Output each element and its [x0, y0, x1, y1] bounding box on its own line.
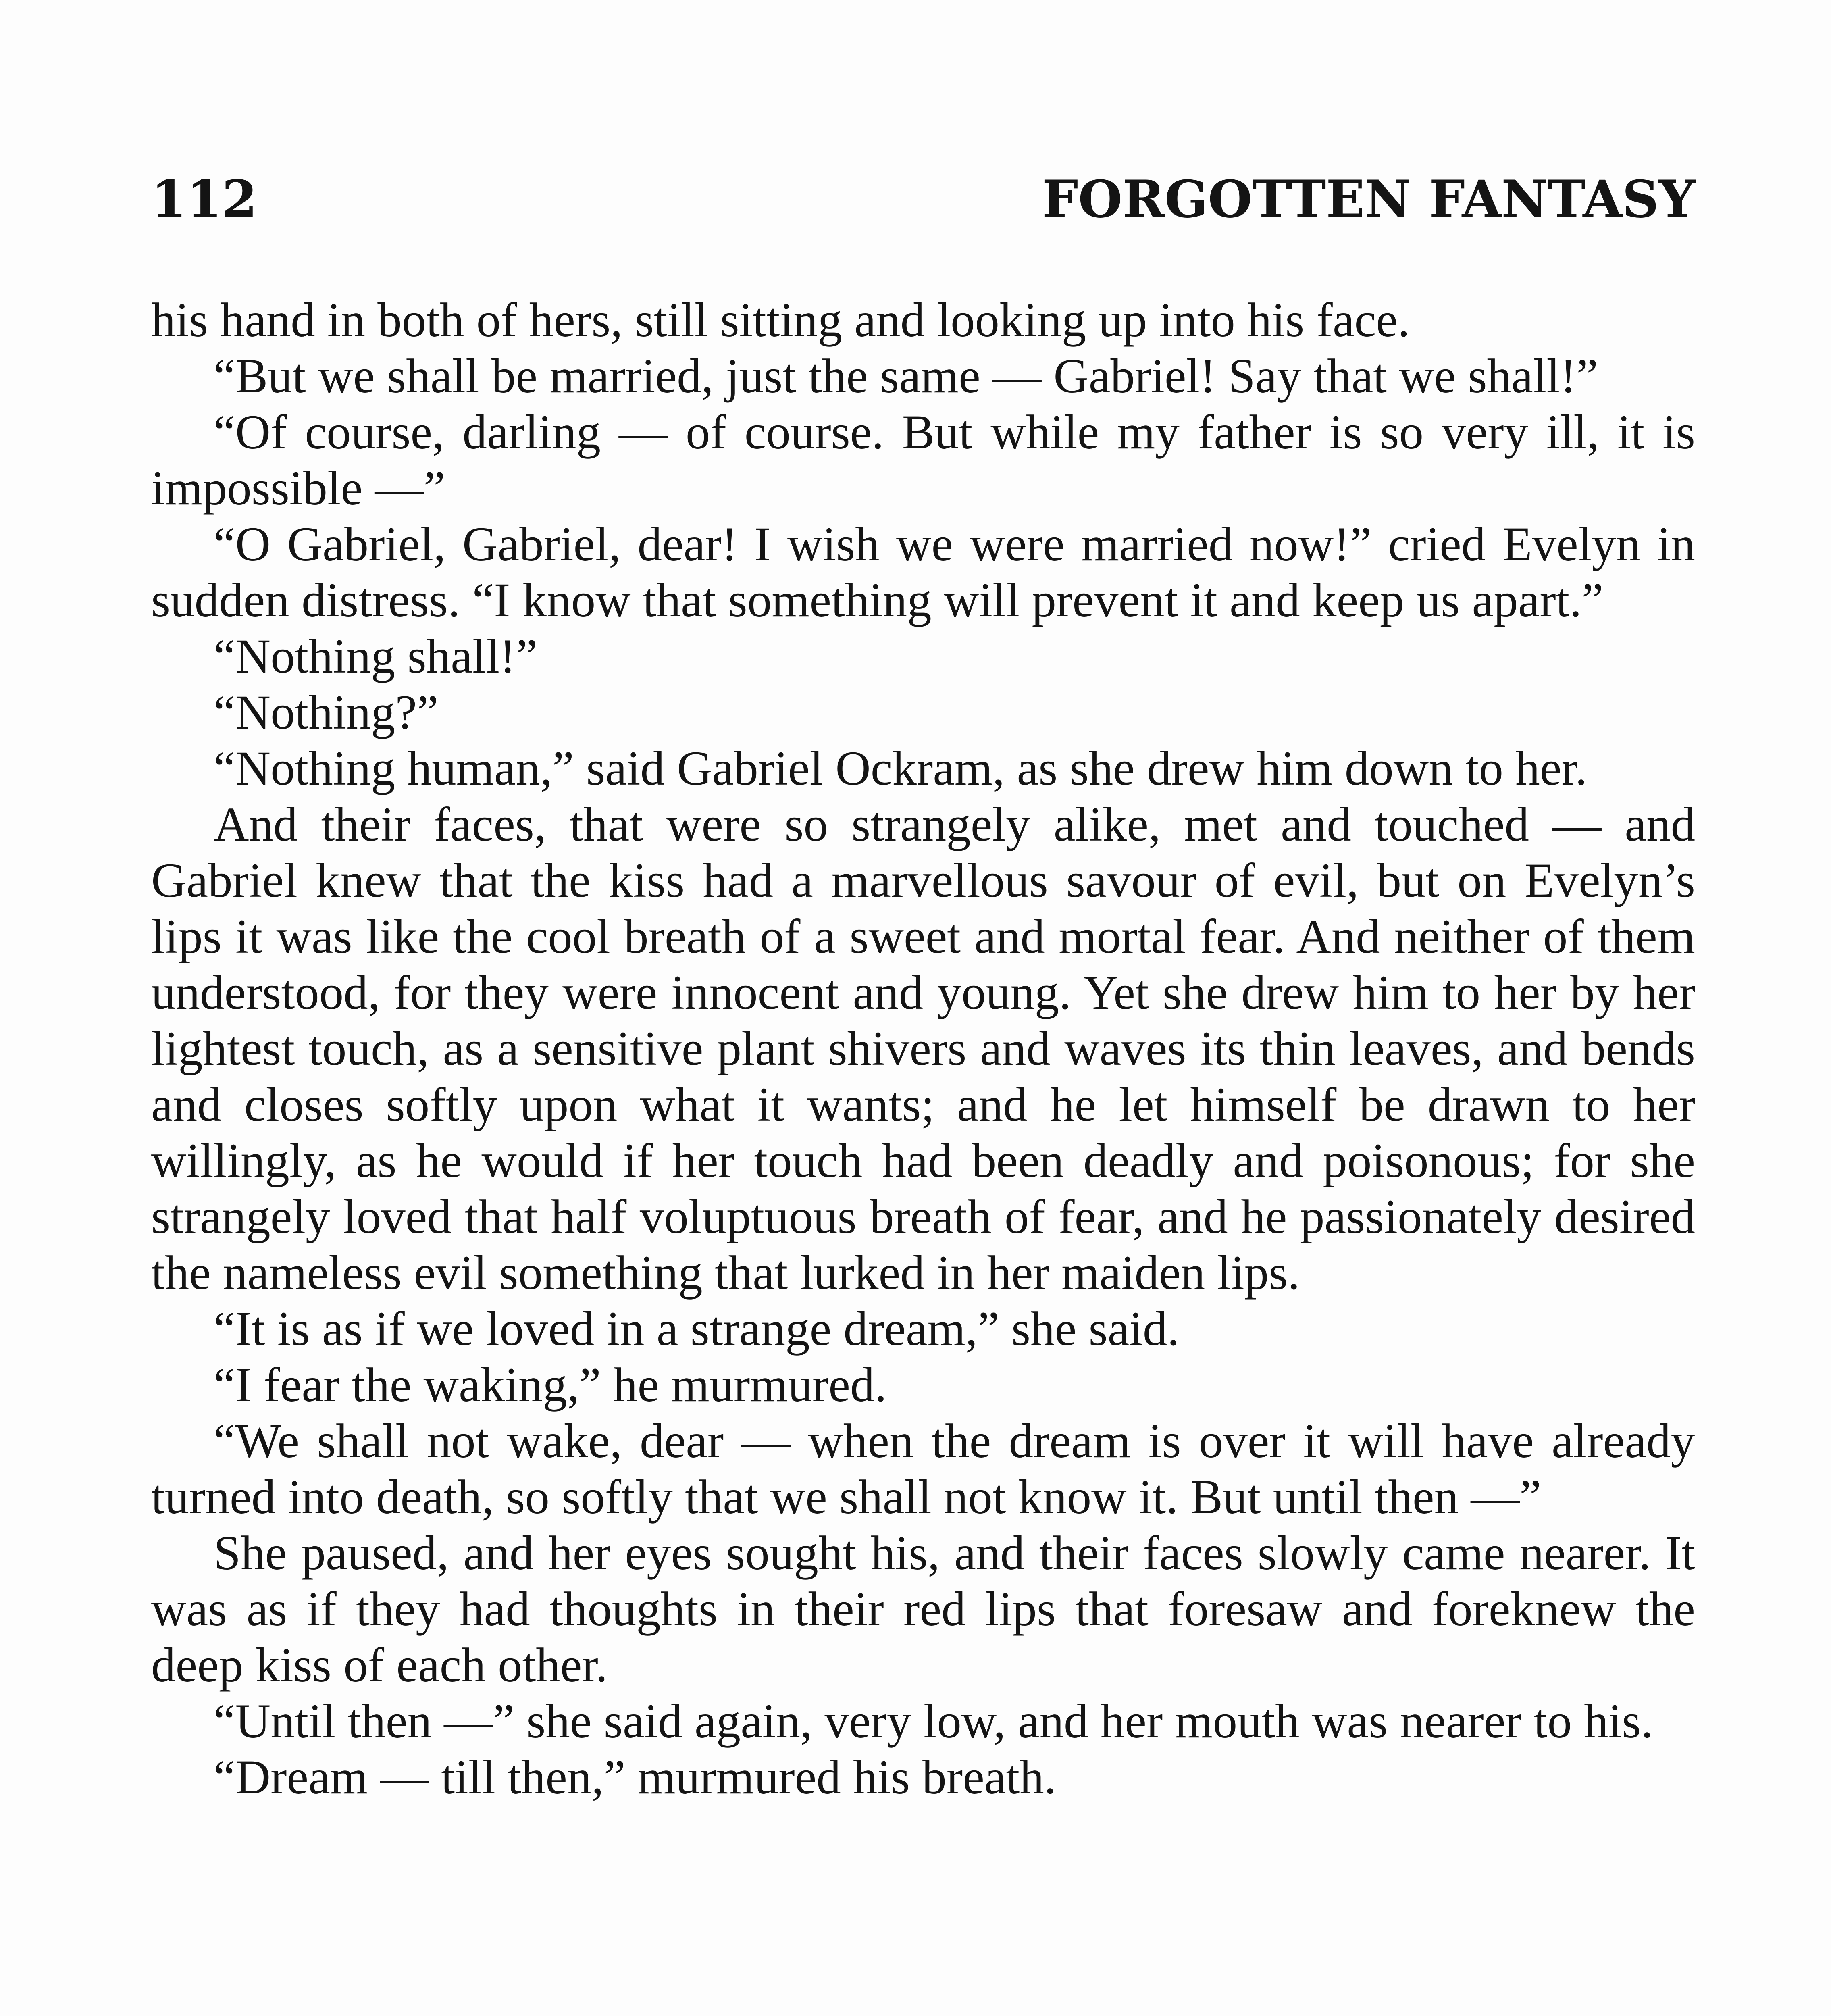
paragraph: “Dream — till then,” murmured his breath. [214, 1750, 1056, 1804]
paragraph: “Of course, darling — of course. But while my father is so very ill, it is impossible —” [151, 405, 1695, 515]
paragraph: “Nothing?” [214, 685, 439, 739]
body-text [151, 292, 1695, 1806]
paragraph: “Nothing human,” said Gabriel Ockram, as she drew him down to her. [214, 741, 1588, 796]
paragraph: his hand in both of hers, still sitting and looking up into his face. [151, 293, 1410, 347]
paragraph: She paused, and her eyes sought his, and their faces slowly came nearer. It was as if they had thoughts in their red lips that foresaw and foreknew the deep kiss of each other. [151, 1526, 1695, 1692]
paragraph: “I fear the waking,” he murmured. [214, 1358, 887, 1412]
paragraph: “Nothing shall!” [214, 629, 538, 683]
page-number: 112 [151, 169, 258, 229]
page-header [151, 169, 1695, 250]
paragraph: “We shall not wake, dear — when the dream is over it will have already turned into death, so softly that we shall not know it. But until then —” [151, 1414, 1695, 1524]
paragraph: “O Gabriel, Gabriel, dear! I wish we were married now!” cried Evelyn in sudden distress. “I know that something will prevent it and keep us apart.” [151, 517, 1695, 627]
paragraph: “But we shall be married, just the same — Gabriel! Say that we shall!” [214, 349, 1598, 403]
paragraph: “Until then —” she said again, very low, and her mouth was nearer to his. [214, 1694, 1653, 1748]
paragraph: And their faces, that were so strangely alike, met and touched — and Gabriel knew that the kiss had a marvellous savour of evil, but on Evelyn’s lips it was like the cool breath of a sweet and mortal fear. And neither of them understood, for they were innocent and young. Yet she drew him to her by her lightest touch, as a sensitive plant shivers and waves its thin leaves, and bends and closes softly upon what it wants; and he let himself be drawn to her willingly, as he would if her touch had been deadly and poisonous; for she strangely loved that half voluptuous breath of fear, and he passionately desired the nameless evil something that lurked in her maiden lips. [151, 798, 1695, 1300]
running-title: FORGOTTEN FANTASY [1042, 169, 1695, 229]
paragraph: “It is as if we loved in a strange dream,” she said. [214, 1302, 1180, 1356]
